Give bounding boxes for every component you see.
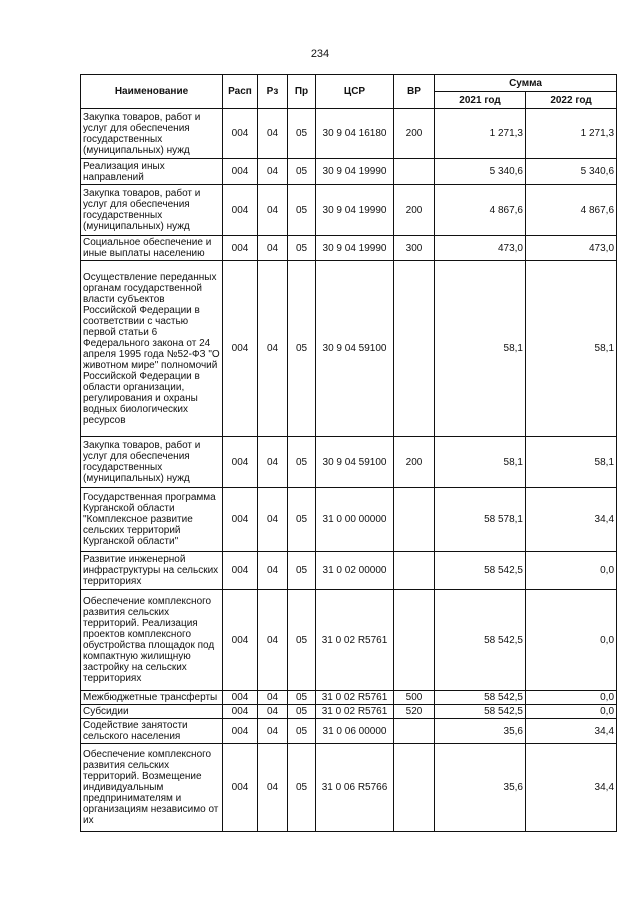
row-rz: 04: [258, 488, 288, 552]
header-csr: ЦСР: [316, 75, 394, 109]
row-name: Закупка товаров, работ и услуг для обеспечения государственных (муниципальных) нужд: [81, 437, 223, 488]
table-row: [81, 437, 617, 488]
row-pr: 05: [288, 185, 316, 236]
row-rasp: 004: [223, 185, 258, 236]
table-row: [81, 705, 617, 719]
row-name: Развитие инженерной инфраструктуры на сельских территориях: [81, 552, 223, 590]
row-pr: 05: [288, 437, 316, 488]
row-vr: [394, 159, 435, 185]
row-csr: 31 0 02 R5761: [316, 590, 394, 691]
row-pr: 05: [288, 109, 316, 159]
row-2021: 58 542,5: [435, 552, 526, 590]
table-row: [81, 744, 617, 832]
row-2022: 5 340,6: [526, 159, 617, 185]
row-csr: 30 9 04 59100: [316, 437, 394, 488]
row-rasp: 004: [223, 590, 258, 691]
row-pr: 05: [288, 552, 316, 590]
row-name: Содействие занятости сельского населения: [81, 719, 223, 744]
row-vr: [394, 552, 435, 590]
row-pr: 05: [288, 590, 316, 691]
row-vr: [394, 488, 435, 552]
row-2022: 0,0: [526, 691, 617, 705]
row-csr: 31 0 02 00000: [316, 552, 394, 590]
row-pr: 05: [288, 488, 316, 552]
header-rz: Рз: [258, 75, 288, 109]
row-rz: 04: [258, 261, 288, 437]
row-name: Закупка товаров, работ и услуг для обеспечения государственных (муниципальных) нужд: [81, 109, 223, 159]
row-csr: 30 9 04 59100: [316, 261, 394, 437]
row-csr: 30 9 04 19990: [316, 159, 394, 185]
row-rasp: 004: [223, 437, 258, 488]
row-csr: 31 0 06 00000: [316, 719, 394, 744]
row-rasp: 004: [223, 261, 258, 437]
header-2022: 2022 год: [526, 92, 617, 109]
row-2022: 34,4: [526, 488, 617, 552]
row-vr: 500: [394, 691, 435, 705]
row-2021: 58,1: [435, 437, 526, 488]
row-csr: 30 9 04 16180: [316, 109, 394, 159]
row-csr: 31 0 02 R5761: [316, 705, 394, 719]
row-csr: 30 9 04 19990: [316, 185, 394, 236]
row-rz: 04: [258, 236, 288, 261]
row-name: Реализация иных направлений: [81, 159, 223, 185]
row-rasp: 004: [223, 552, 258, 590]
row-rz: 04: [258, 437, 288, 488]
row-name: Социальное обеспечение и иные выплаты населению: [81, 236, 223, 261]
row-2021: 58 542,5: [435, 691, 526, 705]
row-pr: 05: [288, 261, 316, 437]
row-rasp: 004: [223, 691, 258, 705]
row-rz: 04: [258, 744, 288, 832]
table-row: [81, 590, 617, 691]
row-rz: 04: [258, 705, 288, 719]
row-vr: 520: [394, 705, 435, 719]
row-2022: 34,4: [526, 719, 617, 744]
budget-table: [80, 74, 617, 832]
row-2022: 58,1: [526, 261, 617, 437]
row-2022: 58,1: [526, 437, 617, 488]
row-2022: 0,0: [526, 705, 617, 719]
table-row: [81, 185, 617, 236]
row-2021: 35,6: [435, 719, 526, 744]
row-name: Обеспечение комплексного развития сельских территорий. Реализация проектов комплексного обустройства площадок под компактную жилищную застройку на сельских территориях: [81, 590, 223, 691]
row-rz: 04: [258, 719, 288, 744]
row-pr: 05: [288, 159, 316, 185]
row-2021: 58 542,5: [435, 590, 526, 691]
row-name: Обеспечение комплексного развития сельских территорий. Возмещение индивидуальным предпринимателям и организациям независимо от их: [81, 744, 223, 832]
row-pr: 05: [288, 236, 316, 261]
row-2021: 473,0: [435, 236, 526, 261]
table-row: [81, 488, 617, 552]
header-name: Наименование: [81, 75, 223, 109]
row-2021: 35,6: [435, 744, 526, 832]
table-row: [81, 552, 617, 590]
row-2022: 0,0: [526, 552, 617, 590]
row-csr: 31 0 06 R5766: [316, 744, 394, 832]
row-name: Субсидии: [81, 705, 223, 719]
row-csr: 31 0 02 R5761: [316, 691, 394, 705]
table-row: [81, 719, 617, 744]
header-2021: 2021 год: [435, 92, 526, 109]
row-vr: [394, 744, 435, 832]
row-vr: 200: [394, 109, 435, 159]
row-name: Государственная программа Курганской области "Комплексное развитие сельских территорий Курганской области": [81, 488, 223, 552]
row-vr: [394, 261, 435, 437]
row-name: Осуществление переданных органам государственной власти субъектов Российской Федерации в соответствии с частью первой статьи 6 Федерального закона от 24 апреля 1995 года №52-ФЗ "О животном мире" полномочий Российской Федерации в области организации, регулирования и охраны водных биологических ресурсов: [81, 261, 223, 437]
row-rz: 04: [258, 185, 288, 236]
row-2022: 34,4: [526, 744, 617, 832]
row-2021: 58 542,5: [435, 705, 526, 719]
row-2022: 4 867,6: [526, 185, 617, 236]
header-rasp: Расп: [223, 75, 258, 109]
row-2021: 58 578,1: [435, 488, 526, 552]
row-csr: 30 9 04 19990: [316, 236, 394, 261]
row-2021: 58,1: [435, 261, 526, 437]
row-2022: 1 271,3: [526, 109, 617, 159]
header-vr: ВР: [394, 75, 435, 109]
row-rasp: 004: [223, 705, 258, 719]
row-vr: 200: [394, 185, 435, 236]
row-name: Межбюджетные трансферты: [81, 691, 223, 705]
row-rz: 04: [258, 691, 288, 705]
row-vr: 200: [394, 437, 435, 488]
row-name: Закупка товаров, работ и услуг для обеспечения государственных (муниципальных) нужд: [81, 185, 223, 236]
row-rz: 04: [258, 109, 288, 159]
row-rasp: 004: [223, 719, 258, 744]
table-row: [81, 236, 617, 261]
row-pr: 05: [288, 705, 316, 719]
row-rz: 04: [258, 159, 288, 185]
row-rasp: 004: [223, 488, 258, 552]
row-2022: 473,0: [526, 236, 617, 261]
header-pr: Пр: [288, 75, 316, 109]
row-vr: 300: [394, 236, 435, 261]
row-2021: 1 271,3: [435, 109, 526, 159]
row-pr: 05: [288, 691, 316, 705]
table-row: [81, 109, 617, 159]
row-vr: [394, 590, 435, 691]
page-number: 234: [310, 48, 330, 60]
row-csr: 31 0 00 00000: [316, 488, 394, 552]
row-rasp: 004: [223, 109, 258, 159]
row-rasp: 004: [223, 159, 258, 185]
row-2021: 4 867,6: [435, 185, 526, 236]
row-rasp: 004: [223, 236, 258, 261]
row-2021: 5 340,6: [435, 159, 526, 185]
row-pr: 05: [288, 744, 316, 832]
row-rz: 04: [258, 552, 288, 590]
table-row: [81, 261, 617, 437]
row-rasp: 004: [223, 744, 258, 832]
row-pr: 05: [288, 719, 316, 744]
row-rz: 04: [258, 590, 288, 691]
row-2022: 0,0: [526, 590, 617, 691]
row-vr: [394, 719, 435, 744]
table-row: [81, 159, 617, 185]
header-sum: Сумма: [435, 75, 617, 92]
table-row: [81, 691, 617, 705]
